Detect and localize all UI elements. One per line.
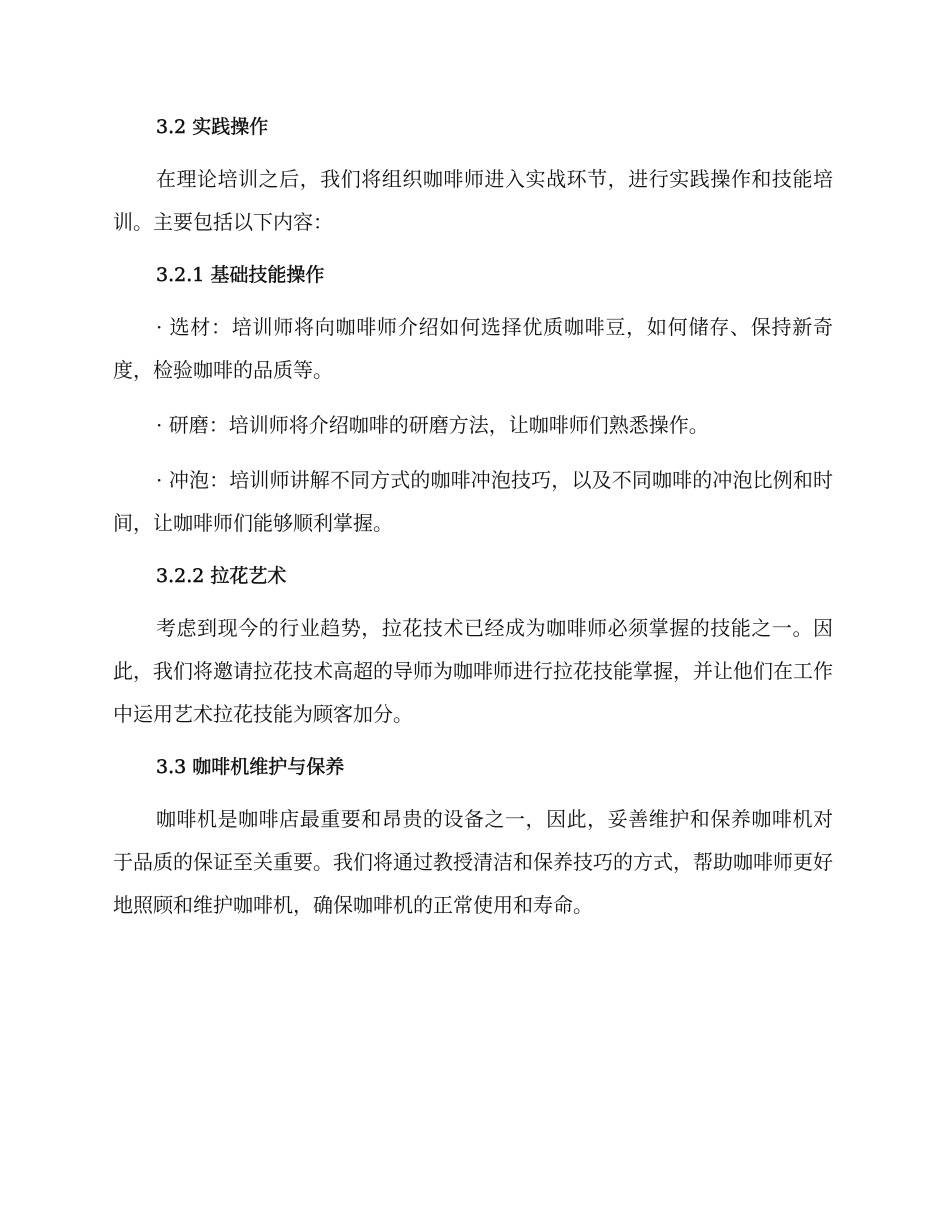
- bullet-item-grinding: · 研磨：培训师将介绍咖啡的研磨方法，让咖啡师们熟悉操作。: [156, 413, 709, 437]
- section-heading-3-2: 3.2 实践操作: [156, 116, 269, 138]
- paragraph-maintenance: 咖啡机是咖啡店最重要和昂贵的设备之一，因此，妥善维护和保养咖啡机对于品质的保证至关重要。我们将通过教授清洁和保养技巧的方式，帮助咖啡师更好地照顾和维护咖啡机，确保咖啡机的正常使用和寿命。: [113, 807, 833, 917]
- section-heading-3-2-1: 3.2.1 基础技能操作: [156, 264, 325, 286]
- document-body: [113, 108, 833, 927]
- paragraph-latte-art: 考虑到现今的行业趋势，拉花技术已经成为咖啡师必须掌握的技能之一。因此，我们将邀请拉花技术高超的导师为咖啡师进行拉花技能掌握，并让他们在工作中运用艺术拉花技能为顾客加分。: [113, 616, 833, 726]
- section-heading-3-2-2: 3.2.2 拉花艺术: [156, 565, 287, 587]
- paragraph-intro: 在理论培训之后，我们将组织咖啡师进入实战环节，进行实践操作和技能培训。主要包括以下内容：: [113, 167, 833, 234]
- bullet-item-brewing: · 冲泡：培训师讲解不同方式的咖啡冲泡技巧，以及不同咖啡的冲泡比例和时间，让咖啡师们能够顺利掌握。: [113, 468, 833, 535]
- bullet-item-selection: · 选材：培训师将向咖啡师介绍如何选择优质咖啡豆，如何储存、保持新奇度，检验咖啡的品质等。: [113, 315, 833, 382]
- section-heading-3-3: 3.3 咖啡机维护与保养: [156, 756, 345, 778]
